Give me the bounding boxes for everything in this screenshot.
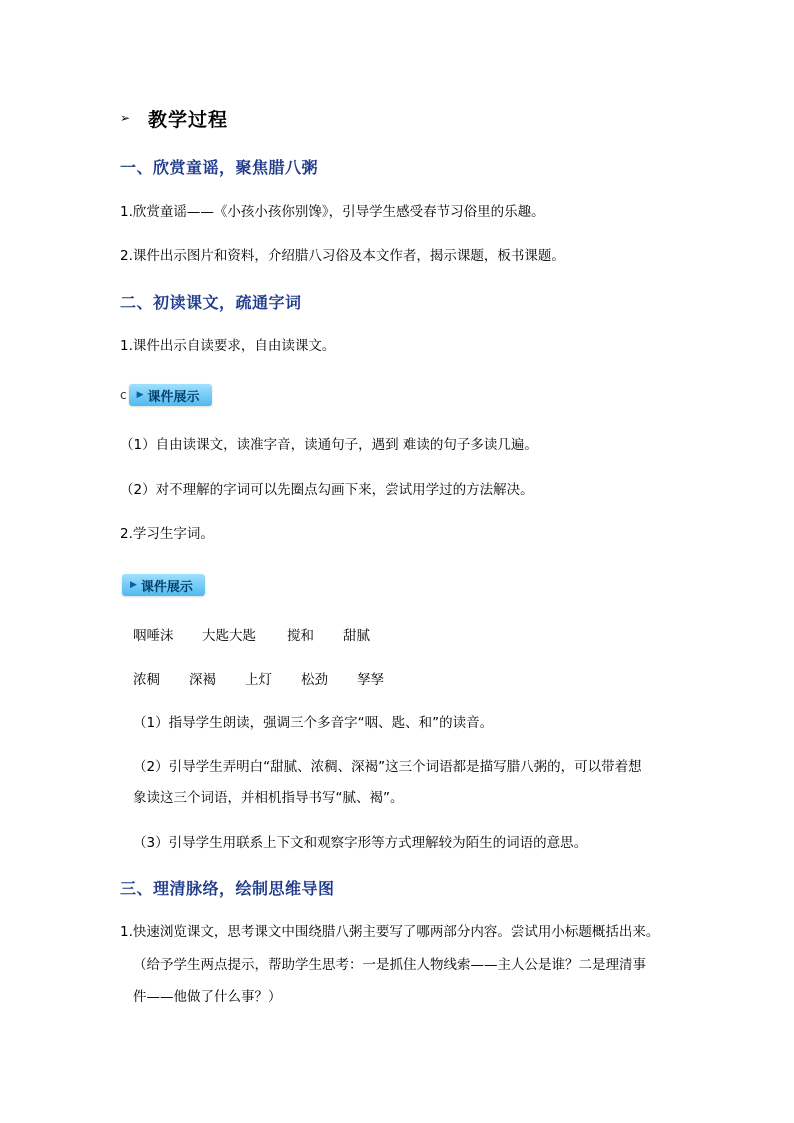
courseware-badge-1-label: 课件展示 <box>147 389 200 405</box>
part3-item-1: 1.快速浏览课文，思考课文中围绕腊八粥主要写了哪两部分内容。尝试用小标题概括出来。 <box>120 924 660 940</box>
vocab-word: 咽唾沫 <box>133 628 174 644</box>
guidance-1: （1）指导学生朗读，强调三个多音字“咽、匙、和”的读音。 <box>133 715 494 731</box>
part3-hint-line-1: （给予学生两点提示，帮助学生思考：一是抓住人物线索——主人公是谁？二是理清事 <box>133 957 646 973</box>
part1-item-1: 1.欣赏童谣——《小孩小孩你别馋》，引导学生感受春节习俗里的乐趣。 <box>120 204 545 220</box>
vocab-word: 大匙大匙 <box>202 628 256 644</box>
courseware-badge-2 <box>122 574 205 596</box>
part2-item-2: 2.学习生字词。 <box>120 526 214 542</box>
play-icon: ▶ <box>136 390 144 400</box>
guidance-2-line-2: 象读这三个词语，并相机指导书写“腻、褐”。 <box>133 790 404 806</box>
vocab-word: 松劲 <box>301 672 328 688</box>
vocab-word: 搅和 <box>287 628 314 644</box>
part1-heading: 一、欣赏童谣，聚焦腊八粥 <box>120 158 319 177</box>
courseware-badge-1 <box>129 384 212 406</box>
vocab-word: 深褐 <box>189 672 216 688</box>
reading-requirement-1: （1）自由读课文，读准字音，读通句子，遇到 难读的句子多读几遍。 <box>120 437 538 453</box>
guidance-2-line-1: （2）引导学生弄明白“甜腻、浓稠、深褐”这三个词语都是描写腊八粥的，可以带着想 <box>133 759 642 775</box>
part2-heading: 二、初读课文，疏通字词 <box>120 293 302 312</box>
section-title-row <box>120 104 228 132</box>
part3-heading: 三、理清脉络，绘制思维导图 <box>120 879 335 898</box>
play-icon: ▶ <box>130 580 137 590</box>
reading-requirement-2: （2）对不理解的字词可以先圈点勾画下来，尝试用学过的方法解决。 <box>120 482 534 498</box>
part2-item-1: 1.课件出示自读要求，自由读课文。 <box>120 338 336 354</box>
courseware-badge-row-1 <box>120 384 212 406</box>
section-title: 教学过程 <box>148 108 229 131</box>
part1-item-2: 2.课件出示图片和资料，介绍腊八习俗及本文作者，揭示课题，板书课题。 <box>120 248 565 264</box>
part3-hint-line-2: 件——他做了什么事？） <box>133 989 282 1005</box>
vocab-word: 甜腻 <box>343 628 370 644</box>
vocab-word: 浓稠 <box>133 672 160 688</box>
courseware-badge-2-label: 课件展示 <box>140 579 193 595</box>
arrow-bullet-icon: ➢ <box>120 111 131 125</box>
stray-character: c <box>120 388 127 402</box>
vocab-word: 上灯 <box>245 672 272 688</box>
courseware-badge-row-2 <box>122 572 205 596</box>
guidance-3: （3）引导学生用联系上下文和观察字形等方式理解较为陌生的词语的意思。 <box>133 835 588 851</box>
vocab-word: 孥孥 <box>357 672 384 688</box>
